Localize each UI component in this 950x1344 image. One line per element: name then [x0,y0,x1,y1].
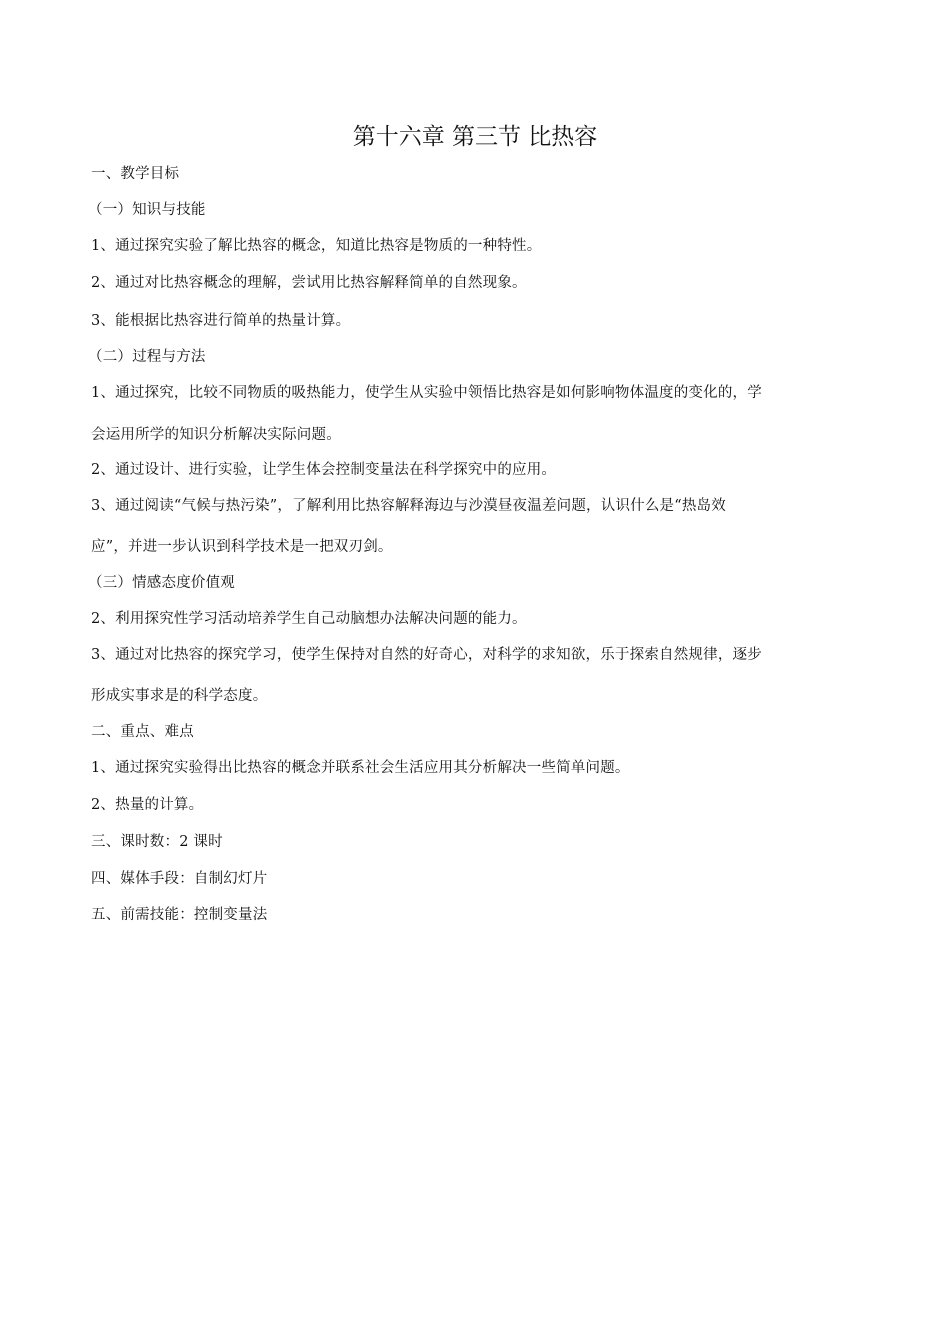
paragraph-line: 1、通过探究，比较不同物质的吸热能力，使学生从实验中领悟比热容是如何影响物体温度的变化的，学 [91,385,762,401]
document-title: 第十六章 第三节 比热容 [352,124,598,150]
paragraph-line: 3、通过对比热容的探究学习，使学生保持对自然的好奇心，对科学的求知欲，乐于探索自然规律，逐步 [91,647,762,663]
paragraph-line: 应”，并进一步认识到科学技术是一把双刃剑。 [91,539,393,555]
paragraph-line: 会运用所学的知识分析解决实际问题。 [91,427,341,443]
section-heading-key-points: 二、重点、难点 [91,724,194,740]
section-heading-prerequisites: 五、前需技能：控制变量法 [91,907,268,923]
paragraph-line: 2、通过对比热容概念的理解，尝试用比热容解释简单的自然现象。 [91,275,527,291]
paragraph-line: 3、通过阅读“气候与热污染”，了解利用比热容解释海边与沙漠昼夜温差问题，认识什么是“热岛效 [91,498,726,514]
subsection-knowledge-skills: （一）知识与技能 [88,202,206,218]
paragraph-line: 2、通过设计、进行实验，让学生体会控制变量法在科学探究中的应用。 [91,462,557,478]
paragraph-line: 2、热量的计算。 [91,797,204,813]
subsection-process-methods: （二）过程与方法 [88,349,206,365]
paragraph-line: 1、通过探究实验得出比热容的概念并联系社会生活应用其分析解决一些简单问题。 [91,760,630,776]
paragraph-line: 1、通过探究实验了解比热容的概念，知道比热容是物质的一种特性。 [91,238,542,254]
section-heading-objectives: 一、教学目标 [91,166,180,182]
paragraph-line: 3、能根据比热容进行简单的热量计算。 [91,313,351,329]
section-heading-media: 四、媒体手段：自制幻灯片 [91,871,268,887]
paragraph-line: 2、利用探究性学习活动培养学生自己动脑想办法解决问题的能力。 [91,611,527,627]
section-heading-class-hours: 三、课时数：2 课时 [91,834,223,850]
subsection-attitudes-values: （三）情感态度价值观 [88,575,235,591]
paragraph-line: 形成实事求是的科学态度。 [91,688,268,704]
